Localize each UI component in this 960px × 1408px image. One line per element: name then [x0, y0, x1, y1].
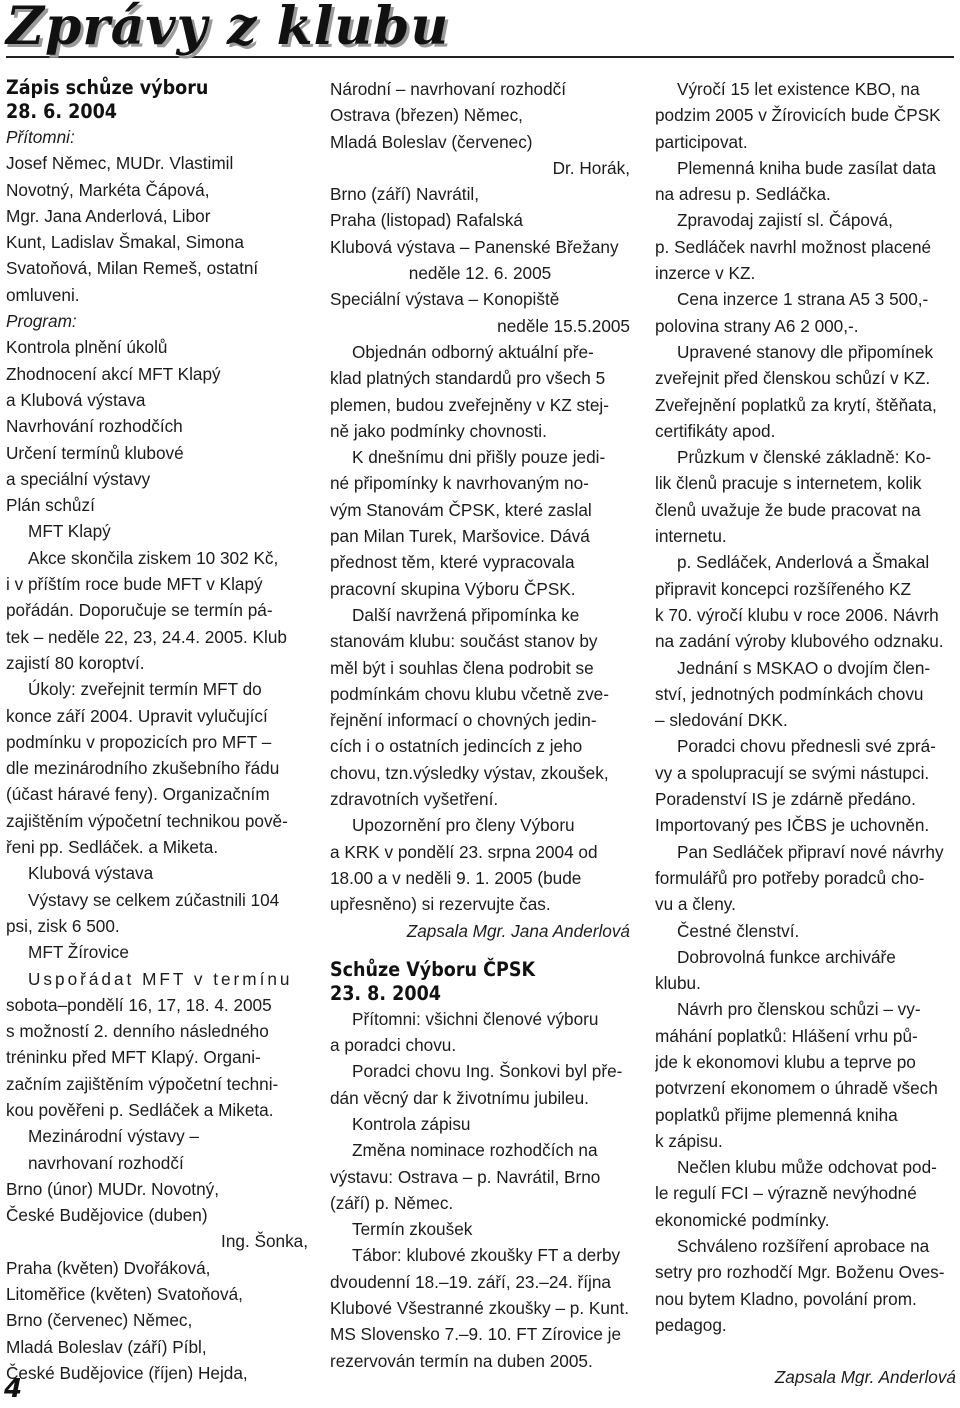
text-line: sobota–pondělí 16, 17, 18. 4. 2005 — [6, 994, 272, 1015]
text-line: jde k ekonomovi klubu a teprve po — [655, 1051, 916, 1072]
text-line: Dr. Horák, — [552, 157, 630, 178]
text-line: Nečlen klubu může odchovat pod- — [677, 1157, 937, 1178]
text-line: Objednán odborný aktuální pře- — [352, 341, 594, 362]
text-line: vy a spolupracují se svými nástupci. — [655, 762, 930, 783]
text-line: né připomínky k navrhovaným no- — [330, 473, 589, 494]
text-line: Návrh pro členskou schůzi – vy- — [677, 999, 921, 1020]
text-line: tek – neděle 22, 23, 24.4. 2005. Klub — [6, 626, 287, 647]
text-line: s možností 2. denního následného — [6, 1021, 269, 1042]
text-line: p. Sedláček navrhl možnost placené — [655, 236, 932, 257]
text-line: Cena inzerce 1 strana A5 3 500,- — [677, 289, 929, 310]
text-line: Ing. Šonka, — [221, 1231, 308, 1252]
text-line: i v příštím roce bude MFT v Klapý — [6, 574, 263, 595]
text-line: členů uvažuje že bude pracovat na — [655, 499, 921, 520]
text-line: České Budějovice (duben) — [6, 1205, 208, 1226]
program-item: a speciální výstavy — [6, 468, 151, 489]
present-line: omluveni. — [6, 284, 80, 305]
text-line: pracovní skupina Výboru ČPSK. — [330, 578, 576, 599]
text-line: Uspořádat MFT v termínu — [28, 968, 293, 989]
text-line: České Budějovice (říjen) Hejda, — [6, 1362, 248, 1383]
text-line: pedagog. — [655, 1314, 727, 1335]
present-line: Josef Němec, MUDr. Vlastimil — [6, 153, 234, 174]
signature: Zapsala Mgr. Jana Anderlová — [406, 920, 630, 941]
text-line: dvoudenní 18.–19. září, 23.–24. října — [330, 1271, 611, 1292]
text-line: internetu. — [655, 526, 727, 547]
text-line: Klubová výstava – Panenské Břežany — [330, 236, 619, 257]
text-line: kou pověřeni p. Sedláček a Miketa. — [6, 1099, 274, 1120]
text-line: formulářů pro potřeby poradců cho- — [655, 867, 925, 888]
text-line: na adresu p. Sedláčka. — [655, 184, 831, 205]
text-line: konce září 2004. Upravit vylučující — [6, 705, 268, 726]
program-item: a Klubová výstava — [6, 389, 146, 410]
text-line: lik členů pracuje s internetem, kolik — [655, 473, 922, 494]
present-line: Svatoňová, Milan Remeš, ostatní — [6, 258, 259, 279]
column-2 — [330, 76, 630, 1386]
text-line: Úkoly: zveřejnit termín MFT do — [28, 679, 262, 700]
masthead — [6, 0, 954, 58]
signature: Zapsala Mgr. Anderlová — [774, 1367, 956, 1386]
text-line: le regulí FCI – výrazně nevýhodné — [655, 1183, 917, 1204]
present-label: Přítomni: — [6, 127, 75, 147]
text-line: přednost těm, které vypracovala — [330, 552, 575, 573]
text-line: tréninku před MFT Klapý. Organi- — [6, 1047, 261, 1068]
text-line: dán věcný dar k životnímu jubileu. — [330, 1087, 589, 1108]
meeting-heading-line: Zápis schůze výboru — [6, 76, 209, 99]
text-line: Praha (listopad) Rafalská — [330, 210, 523, 231]
text-line: vu a členy. — [655, 894, 736, 915]
text-line: klubu. — [655, 973, 701, 994]
text-line: Zveřejnění poplatků za krytí, štěňata, — [655, 394, 937, 415]
text-line: Speciální výstava – Konopiště — [330, 289, 560, 310]
text-line: k 70. výročí klubu v roce 2006. Návrh — [655, 604, 939, 625]
text-line: Upozornění pro členy Výboru — [352, 815, 575, 836]
text-line: rezervován termín na duben 2005. — [330, 1350, 593, 1371]
text-line: Upravené stanovy dle připomínek — [677, 341, 934, 362]
text-line: měl být i souhlas člena podrobit se — [330, 657, 594, 678]
text-line: podmínkám chovu klubu včetně zve- — [330, 683, 609, 704]
column-1 — [6, 76, 308, 1386]
text-line: zajištěním výpočetní technikou pově- — [6, 810, 288, 831]
text-line: Poradci chovu Ing. Šonkovi byl pře- — [352, 1061, 623, 1082]
program-item: Určení termínů klubové — [6, 442, 184, 463]
text-line: (září) p. Němec. — [330, 1192, 454, 1213]
text-line: Výročí 15 let existence KBO, na — [677, 79, 920, 99]
text-line: pořádán. Doporučuje se termín pá- — [6, 600, 273, 621]
text-line: poplatků přijme plemenná kniha — [655, 1104, 898, 1125]
text-line: Tábor: klubové zkoušky FT a derby — [352, 1245, 621, 1266]
text-line: Klubové Všestranné zkoušky – p. Kunt. — [330, 1298, 630, 1319]
meeting2-heading-line: Schůze Výboru ČPSK — [330, 957, 536, 981]
text-line: Plemenná kniha bude zasílat data — [677, 157, 936, 178]
text-line: participovat. — [655, 131, 748, 152]
text-line: neděle 15.5.2005 — [497, 315, 630, 336]
text-line: připravit koncepci rozšířeného KZ — [655, 578, 912, 599]
text-line: a KRK v pondělí 23. srpna 2004 od — [330, 841, 598, 862]
text-line: MS Slovensko 7.–9. 10. FT Zírovice je — [330, 1324, 622, 1345]
text-line: Brno (září) Navrátil, — [330, 184, 479, 205]
text-line: potvrzení ekonomem o úhradě všech — [655, 1078, 938, 1099]
masthead-title: Zprávy z klubu — [6, 0, 450, 57]
text-line: setry pro rozhodčí Mgr. Boženu Oves- — [655, 1262, 945, 1283]
text-line: Litoměřice (květen) Svatoňová, — [6, 1284, 243, 1305]
text-line: začním zajištěním výpočetní techni- — [6, 1073, 279, 1094]
text-line: Brno (červenec) Němec, — [6, 1310, 193, 1331]
text-line: máhání poplatků: Hlášení vrhu pů- — [655, 1025, 918, 1046]
text-line: Ostrava (březen) Němec, — [330, 105, 523, 126]
text-line: inzerce v KZ. — [655, 263, 756, 284]
text-line: klad platných standardů pro všech 5 — [330, 368, 606, 389]
program-item: Plán schůzí — [6, 495, 95, 516]
text-line: Praha (květen) Dvořáková, — [6, 1257, 211, 1278]
mft-klapy-heading: MFT Klapý — [28, 521, 111, 542]
column-3 — [655, 76, 956, 1386]
text-line: k zápisu. — [655, 1130, 723, 1151]
text-line: Mladá Boleslav (červenec) — [330, 131, 533, 152]
text-line: Jednání s MSKAO o dvojím člen- — [677, 657, 931, 678]
international-shows-heading: Mezinárodní výstavy – — [28, 1126, 199, 1147]
text-line: psi, zisk 6 500. — [6, 915, 120, 936]
mft-zirovice-heading: MFT Žírovice — [28, 942, 129, 963]
text-line: podzim 2005 v Žírovicích bude ČPSK — [655, 105, 941, 126]
program-item: Kontrola plnění úkolů — [6, 337, 168, 358]
text-line: Akce skončila ziskem 10 302 Kč, — [28, 547, 279, 568]
text-line: Čestné členství. — [677, 920, 800, 941]
text-line: Další navržená připomínka ke — [352, 604, 580, 625]
klubova-vystava-heading: Klubová výstava — [28, 863, 154, 884]
program-label: Program: — [6, 311, 77, 332]
text-line: ství, jednotných podmínkách chovu — [655, 683, 924, 704]
text-line: zdravotních vyšetření. — [330, 789, 499, 810]
text-line: p. Sedláček, Anderlová a Šmakal — [677, 552, 930, 573]
text-line: Poradenství IS je zdárně předáno. — [655, 789, 916, 810]
present-line: Novotný, Markéta Čápová, — [6, 179, 210, 200]
text-line: Přítomni: všichni členové výboru — [352, 1008, 599, 1029]
text-line: a poradci chovu. — [330, 1035, 457, 1056]
meeting2-heading-date: 23. 8. 2004 — [330, 981, 441, 1005]
text-line: upřesněno) si rezervujte čas. — [330, 894, 551, 915]
text-line: Průzkum v členské základně: Ko- — [677, 447, 932, 468]
text-line: na zadání výroby klubového odznaku. — [655, 631, 944, 652]
text-line: (účast háravé feny). Organizačním — [6, 784, 270, 805]
text-line: řejnění informací o chovných jedin- — [330, 710, 597, 731]
national-shows-heading: Národní – navrhovaní rozhodčí — [330, 79, 566, 99]
text-line: Importovaný pes IČBS je uchovněn. — [655, 815, 930, 836]
international-shows-heading: navrhovaní rozhodčí — [28, 1152, 184, 1173]
text-line: Poradci chovu přednesli své zprá- — [677, 736, 936, 757]
text-line: Výstavy se celkem zúčastnili 104 — [28, 889, 280, 910]
text-line: neděle 12. 6. 2005 — [408, 263, 552, 284]
text-line: polovina strany A6 2 000,-. — [655, 315, 859, 336]
text-line: plemen, budou zveřejněny v KZ stej- — [330, 394, 609, 415]
text-line: zajistí 80 koroptví. — [6, 652, 145, 673]
text-line: ekonomické podmínky. — [655, 1209, 830, 1230]
termin-zkousek-heading: Termín zkoušek — [352, 1219, 473, 1240]
program-item: Navrhování rozhodčích — [6, 416, 183, 437]
text-line: 18.00 a v neděli 9. 1. 2005 (bude — [330, 867, 582, 888]
text-line: podmínku v propozicích pro MFT – — [6, 731, 272, 752]
text-line: Pan Sedláček připraví nové návrhy — [677, 841, 944, 862]
present-line: Mgr. Jana Anderlová, Libor — [6, 205, 211, 226]
page-number: 4 — [4, 1374, 23, 1404]
text-line: Schváleno rozšíření aprobace na — [677, 1236, 930, 1257]
text-line: certifikáty apod. — [655, 420, 776, 441]
text-line: Změna nominace rozhodčích na — [352, 1140, 598, 1161]
text-line: Zpravodaj zajistí sl. Čápová, — [677, 210, 893, 231]
text-line: dle mezinárodního zkušebního řádu — [6, 758, 280, 779]
program-item: Zhodnocení akcí MFT Klapý — [6, 363, 221, 384]
text-line: Dobrovolná funkce archiváře — [677, 946, 896, 967]
text-line: řeni pp. Sedláček. a Miketa. — [6, 837, 219, 858]
text-line: K dnešnímu dni přišly pouze jedi- — [352, 447, 606, 468]
text-line: nou bytem Kladno, povolání prom. — [655, 1288, 917, 1309]
present-line: Kunt, Ladislav Šmakal, Simona — [6, 232, 244, 253]
text-line: – sledování DKK. — [655, 710, 788, 731]
meeting-heading-date: 28. 6. 2004 — [6, 100, 117, 123]
kontrola-zapisu-heading: Kontrola zápisu — [352, 1113, 471, 1134]
text-line: vým Stanovám ČPSK, které zaslal — [330, 499, 592, 520]
text-line: zveřejnit před členskou schůzí v KZ. — [655, 368, 931, 389]
text-line: výstavu: Ostrava – p. Navrátil, Brno — [330, 1166, 601, 1187]
text-line: cích i o ostatních jedincích z jeho — [330, 736, 583, 757]
text-line: stanovám klubu: součást stanov by — [330, 631, 598, 652]
text-line: Mladá Boleslav (září) Píbl, — [6, 1336, 207, 1357]
text-line: chovu, tzn.výsledky výstav, zkoušek, — [330, 762, 609, 783]
text-line: ně jako podmínky chovnosti. — [330, 420, 547, 441]
text-line: pan Milan Turek, Maršovice. Dává — [330, 526, 590, 547]
text-line: Brno (únor) MUDr. Novotný, — [6, 1178, 219, 1199]
